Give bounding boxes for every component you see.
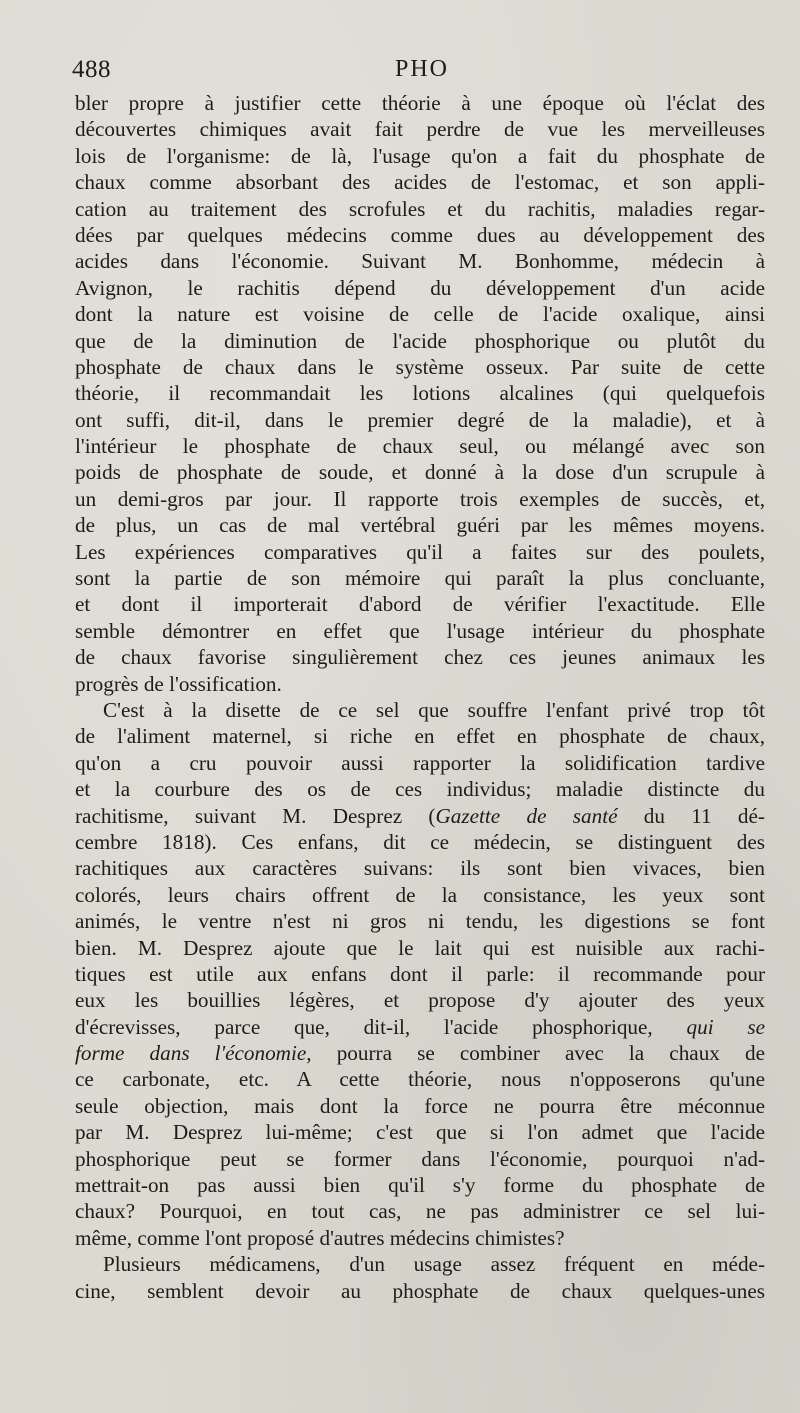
text-line: Avignon, le rachitis dépend du développement d'un acide (75, 275, 765, 300)
text-line (75, 1040, 765, 1066)
text-line: que de la diminution de l'acide phosphorique ou plutôt du (75, 328, 765, 353)
text-line: et dont il importerait d'abord de vérifier l'exactitude. Elle (75, 592, 765, 617)
running-head: PHO (394, 56, 449, 82)
paragraph-start-line: C'est à la disette de ce sel que souffre l'enfant privé trop tôt (103, 697, 765, 722)
text-segment: rachitisme, suivant M. Desprez ( (75, 803, 436, 828)
text-line: cation au traitement des scrofules et du rachitis, maladies regar- (75, 196, 765, 221)
italic-phrase: qui se (686, 1014, 765, 1039)
page-number: 488 (72, 56, 111, 83)
text-line: bien. M. Desprez ajoute que le lait qui est nuisible aux rachi- (75, 935, 765, 960)
text-line: rachitiques aux caractères suivans: ils sont bien vivaces, bien (75, 856, 765, 881)
text-line: colorés, leurs chairs offrent de la consistance, les yeux sont (75, 882, 765, 907)
text-line: mettrait-on pas aussi bien qu'il s'y forme du phosphate de (75, 1173, 765, 1198)
text-segment: d'écrevisses, parce que, dit-il, l'acide phosphorique, (75, 1014, 653, 1039)
text-line: Les expériences comparatives qu'il a faites sur des poulets, (75, 539, 765, 564)
text-line: lois de l'organisme: de là, l'usage qu'on a fait du phosphate de (75, 143, 765, 168)
text-line: dées par quelques médecins comme dues au développement des (75, 222, 765, 247)
text-line: semble démontrer en effet que l'usage intérieur du phosphate (75, 618, 765, 643)
text-line: de l'aliment maternel, si riche en effet en phosphate de chaux, (75, 724, 765, 749)
text-line: et la courbure des os de ces individus; maladie distincte du (75, 777, 765, 802)
text-line: l'intérieur le phosphate de chaux seul, ou mélangé avec son (75, 434, 765, 459)
text-line: sont la partie de son mémoire qui paraît la plus concluante, (75, 566, 765, 591)
text-line: bler propre à justifier cette théorie à une époque où l'éclat des (75, 91, 765, 115)
text-line: chaux? Pourquoi, en tout cas, ne pas administrer ce sel lui- (75, 1199, 765, 1224)
text-line: par M. Desprez lui-même; c'est que si l'on admet que l'acide (75, 1120, 765, 1145)
paragraph-end-line: même, comme l'ont proposé d'autres médecins chimistes? (75, 1225, 565, 1250)
text-line (75, 1014, 765, 1040)
text-line: poids de phosphate de soude, et donné à la dose d'un scrupule à (75, 460, 765, 485)
text-line: cine, semblent devoir au phosphate de chaux quelques-unes (75, 1278, 765, 1303)
text-line: animés, le ventre n'est ni gros ni tendu, les digestions se font (75, 909, 765, 934)
text-line: ce carbonate, etc. A cette théorie, nous n'opposerons qu'une (75, 1067, 765, 1092)
text-line: découvertes chimiques avait fait perdre de vue les merveilleuses (75, 117, 765, 142)
text-line: théorie, il recommandait les lotions alcalines (qui quelquefois (75, 381, 765, 406)
page-header (72, 56, 772, 88)
text-line: qu'on a cru pouvoir aussi rapporter la solidification tardive (75, 750, 765, 775)
text-line: acides dans l'économie. Suivant M. Bonhomme, médecin à (75, 249, 765, 274)
text-line: chaux comme absorbant des acides de l'estomac, et son appli- (75, 170, 765, 195)
text-line: un demi-gros par jour. Il rapporte trois exemples de succès, et, (75, 486, 765, 511)
text-line: ont suffi, dit-il, dans le premier degré de la maladie), et à (75, 407, 765, 432)
text-segment: du 11 dé- (617, 803, 765, 828)
text-segment: , pourra se combiner avec la chaux de (306, 1041, 765, 1066)
text-line: dont la nature est voisine de celle de l'acide oxalique, ainsi (75, 302, 765, 327)
journal-title: Gazette de santé (435, 803, 618, 828)
italic-phrase: forme dans l'économie (75, 1041, 307, 1066)
text-line: phosphate de chaux dans le système osseux. Par suite de cette (75, 354, 765, 379)
text-line (75, 803, 765, 829)
paragraph-end-line: progrès de l'ossification. (75, 671, 282, 696)
text-line: de plus, un cas de mal vertébral guéri par les mêmes moyens. (75, 513, 765, 538)
body-text (75, 90, 765, 1304)
text-line: seule objection, mais dont la force ne pourra être méconnue (75, 1093, 765, 1118)
text-line: de chaux favorise singulièrement chez ces jeunes animaux les (75, 645, 765, 670)
text-line: eux les bouillies légères, et propose d'y ajouter des yeux (75, 988, 765, 1013)
text-line: tiques est utile aux enfans dont il parle: il recommande pour (75, 961, 765, 986)
text-line: cembre 1818). Ces enfans, dit ce médecin, se distinguent des (75, 829, 765, 854)
paragraph-start-line: Plusieurs médicamens, d'un usage assez fréquent en méde- (103, 1252, 765, 1277)
text-line: phosphorique peut se former dans l'économie, pourquoi n'ad- (75, 1146, 765, 1171)
